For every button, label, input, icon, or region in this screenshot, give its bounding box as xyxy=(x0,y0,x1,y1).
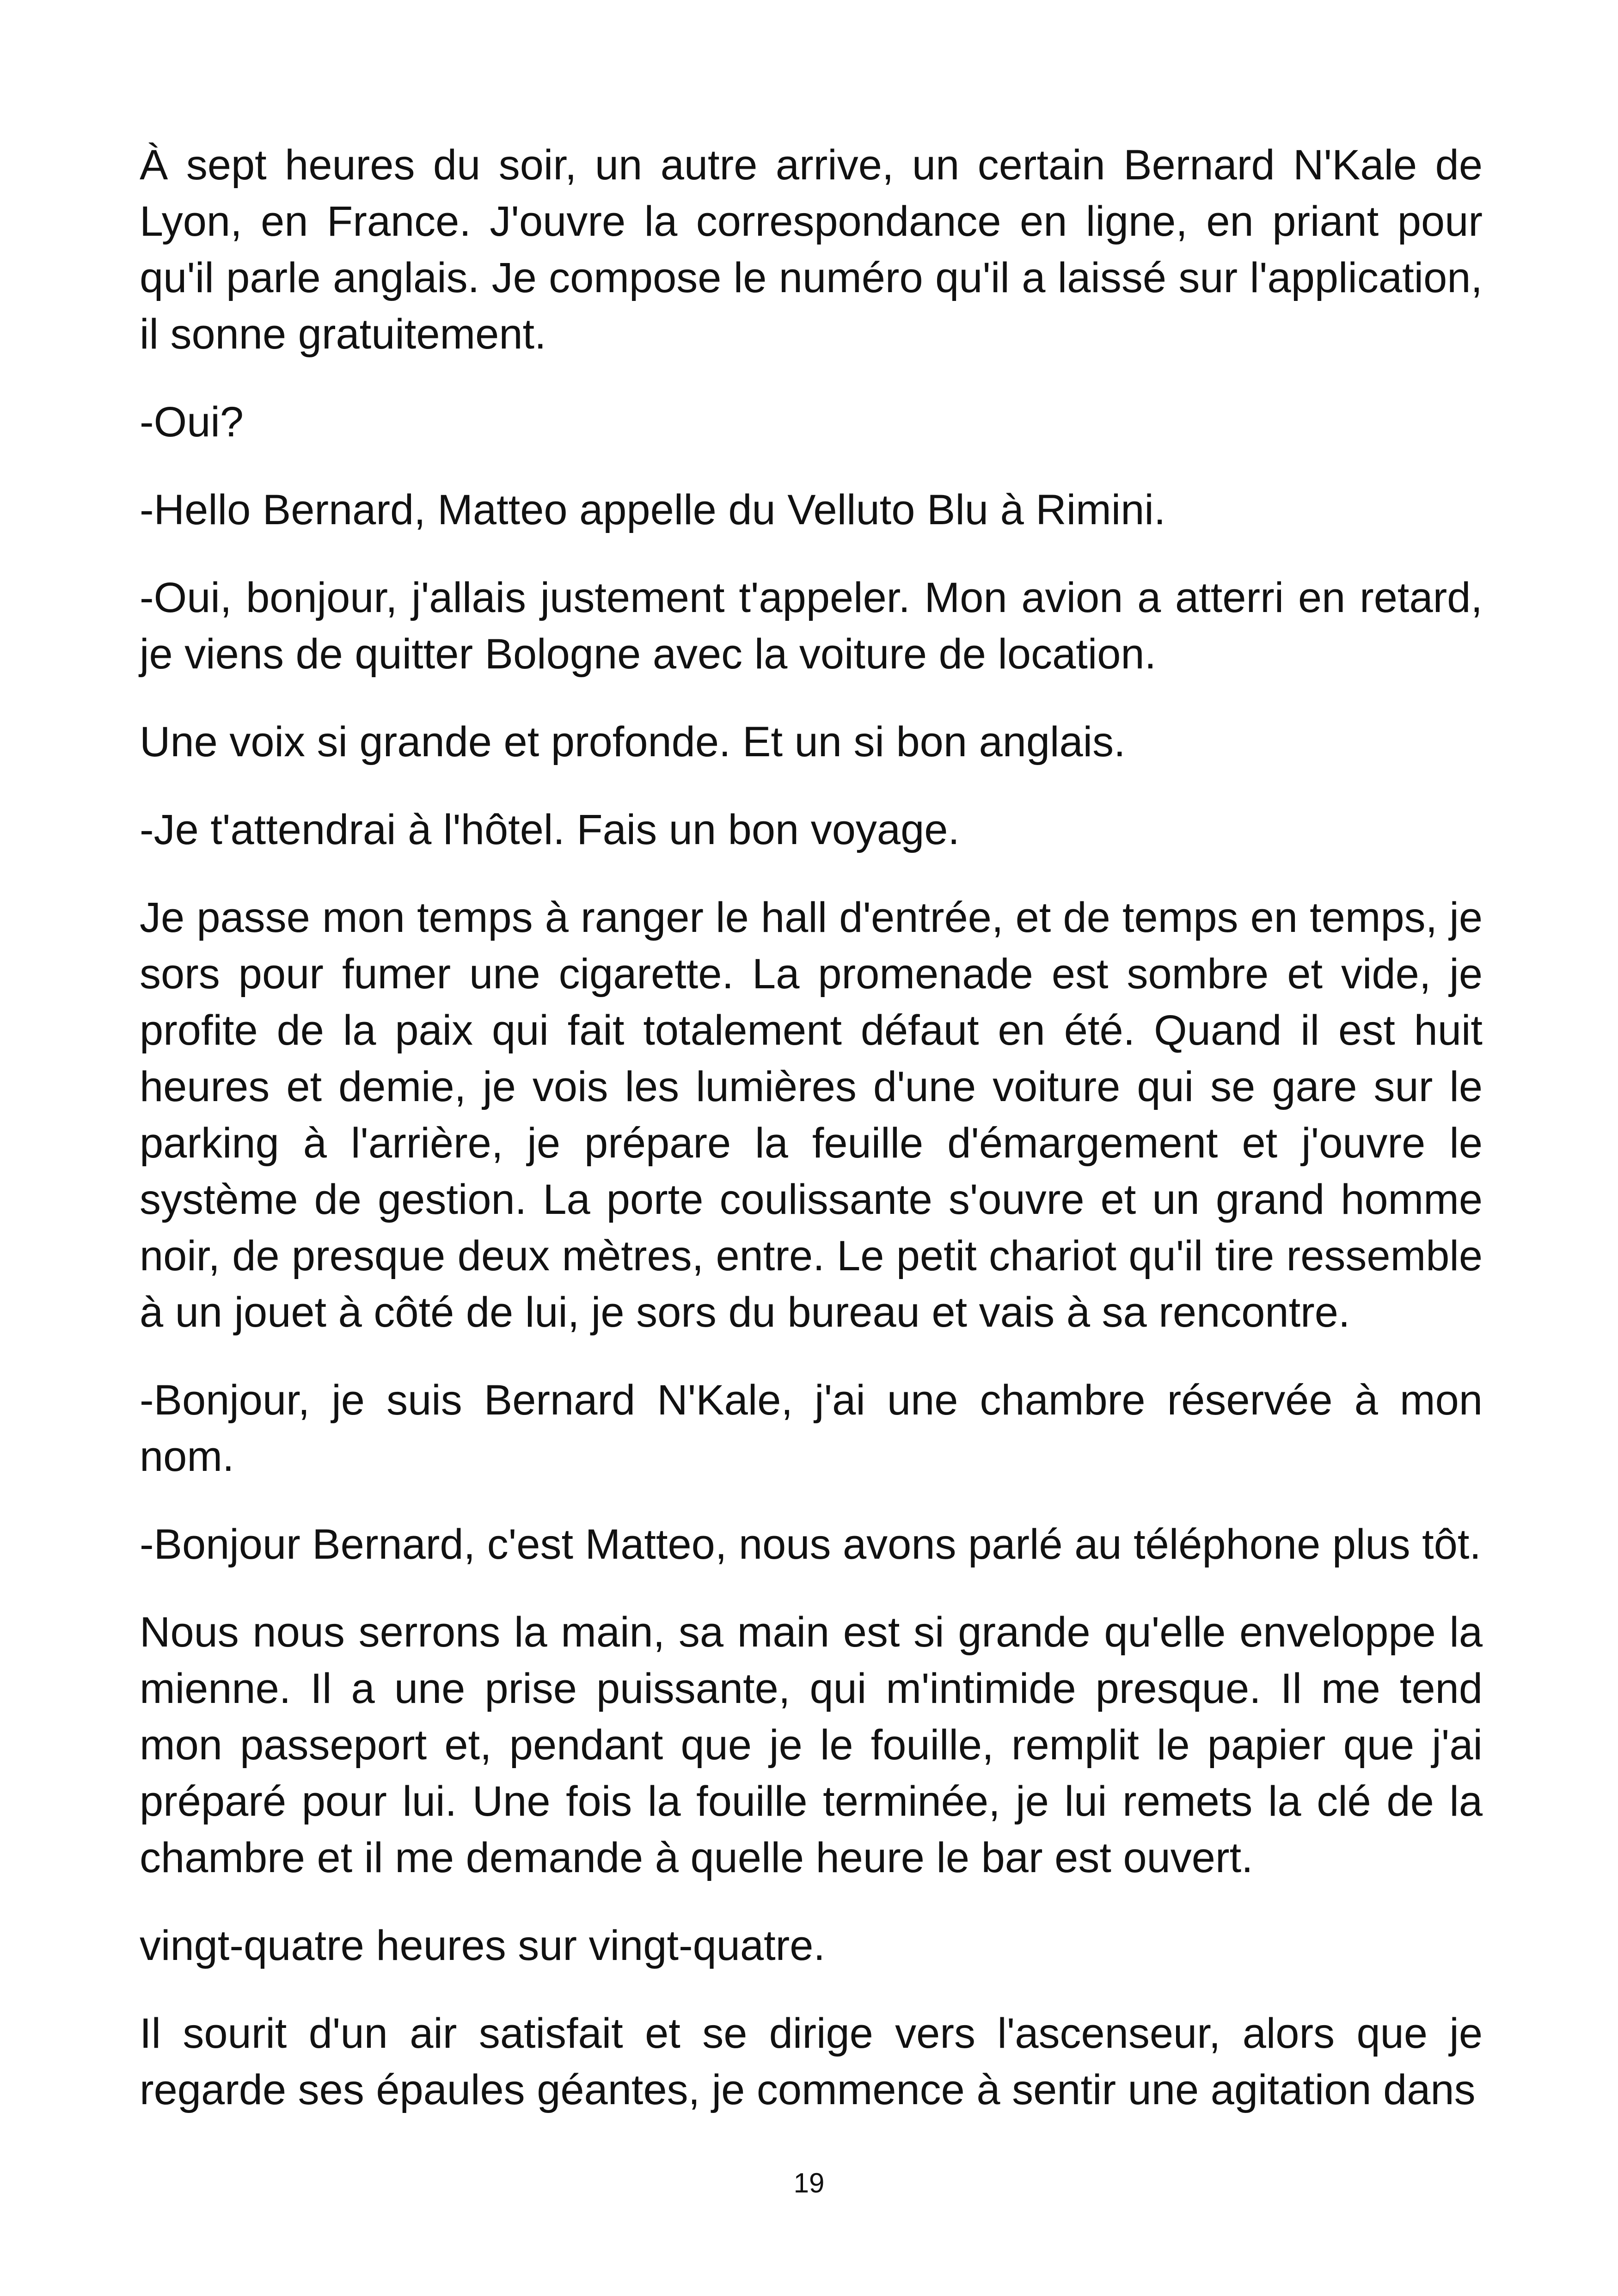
paragraph-4: -Oui, bonjour, j'allais justement t'appeler. Mon avion a atterri en retard, je viens de quitter Bologne avec la voiture de location. xyxy=(140,574,1483,678)
paragraph-2: -Oui? xyxy=(140,398,244,446)
paragraph-12: Il sourit d'un air satisfait et se dirige vers l'ascenseur, alors que je regarde ses épaules géantes, je commence à sentir une agitation dans xyxy=(140,2010,1483,2113)
paragraph-5: Une voix si grande et profonde. Et un si bon anglais. xyxy=(140,718,1126,765)
body-text xyxy=(140,137,1483,2149)
paragraph-6: -Je t'attendrai à l'hôtel. Fais un bon voyage. xyxy=(140,806,960,853)
paragraph-1: À sept heures du soir, un autre arrive, un certain Bernard N'Kale de Lyon, en France. J'ouvre la correspondance en ligne, en priant pour qu'il parle anglais. Je compose le numéro qu'il a laissé sur l'application, il sonne gratuitement. xyxy=(140,141,1483,358)
paragraph-3: -Hello Bernard, Matteo appelle du Velluto Blu à Rimini. xyxy=(140,486,1166,533)
paragraph-7: Je passe mon temps à ranger le hall d'entrée, et de temps en temps, je sors pour fumer une cigarette. La promenade est sombre et vide, je profite de la paix qui fait totalement défaut en été. Quand il est huit heures et demie, je vois les lumières d'une voiture qui se gare sur le parking à l'arrière, je prépare la feuille d'émargement et j'ouvre le système de gestion. La porte coulissante s'ouvre et un grand homme noir, de presque deux mètres, entre. Le petit chariot qu'il tire ressemble à un jouet à côté de lui, je sors du bureau et vais à sa rencontre. xyxy=(140,894,1483,1336)
paragraph-8: -Bonjour, je suis Bernard N'Kale, j'ai une chambre réservée à mon nom. xyxy=(140,1377,1483,1480)
paragraph-11: vingt-quatre heures sur vingt-quatre. xyxy=(140,1922,826,1969)
paragraph-9: -Bonjour Bernard, c'est Matteo, nous avons parlé au téléphone plus tôt. xyxy=(140,1521,1481,1568)
paragraph-10: Nous nous serrons la main, sa main est si grande qu'elle enveloppe la mienne. Il a une prise puissante, qui m'intimide presque. Il me tend mon passeport et, pendant que je le fouille, remplit le papier que j'ai préparé pour lui. Une fois la fouille terminée, je lui remets la clé de la chambre et il me demande à quelle heure le bar est ouvert. xyxy=(140,1609,1483,1881)
page-number: 19 xyxy=(793,2167,825,2198)
